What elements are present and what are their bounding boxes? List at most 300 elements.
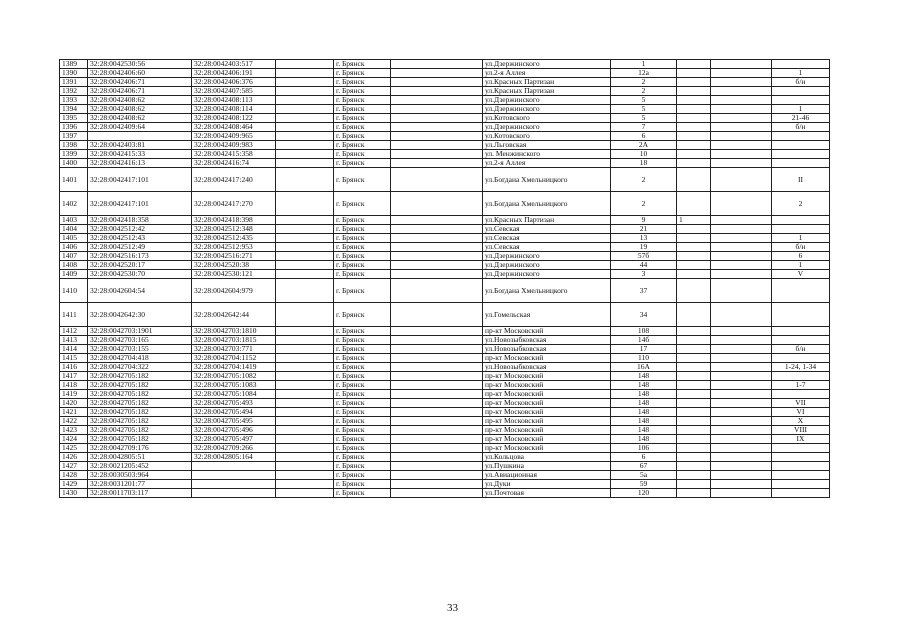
cell-blank-b bbox=[391, 489, 483, 498]
cell-building bbox=[677, 261, 711, 270]
cell-blank-c bbox=[711, 390, 772, 399]
cell-house: 5 bbox=[611, 96, 677, 105]
cell-parcel-cadastral: 32:28:0042418:358 bbox=[88, 216, 192, 225]
table-row bbox=[60, 408, 830, 417]
cell-house: 18 bbox=[611, 159, 677, 168]
cell-building bbox=[677, 327, 711, 336]
table-row bbox=[60, 336, 830, 345]
cell-parcel-cadastral: 32:28:0021205:452 bbox=[88, 462, 192, 471]
cell-blank-a bbox=[276, 150, 334, 159]
table-row bbox=[60, 78, 830, 87]
page-number: 33 bbox=[447, 602, 458, 614]
cell-blank-c bbox=[711, 123, 772, 132]
cell-object-cadastral: 32:28:0042409:983 bbox=[192, 141, 276, 150]
property-register-table bbox=[59, 59, 830, 498]
cell-street: ул.Богдана Хмельницкого bbox=[483, 192, 611, 216]
cell-blank-a bbox=[276, 372, 334, 381]
cell-city: г. Брянск bbox=[334, 132, 391, 141]
cell-street: ул.Льговская bbox=[483, 141, 611, 150]
cell-premises bbox=[772, 390, 830, 399]
table-row bbox=[60, 123, 830, 132]
table-row bbox=[60, 60, 830, 69]
cell-parcel-cadastral: 32:28:0042512:42 bbox=[88, 225, 192, 234]
cell-building bbox=[677, 69, 711, 78]
cell-house: 37 bbox=[611, 279, 677, 303]
cell-number: 1423 bbox=[60, 426, 88, 435]
cell-blank-a bbox=[276, 132, 334, 141]
table-row bbox=[60, 192, 830, 216]
cell-blank-b bbox=[391, 390, 483, 399]
cell-city: г. Брянск bbox=[334, 261, 391, 270]
cell-blank-b bbox=[391, 426, 483, 435]
cell-premises bbox=[772, 216, 830, 225]
cell-street: ул.Севская bbox=[483, 234, 611, 243]
cell-building bbox=[677, 453, 711, 462]
cell-street: ул.Красных Партизан bbox=[483, 216, 611, 225]
cell-building bbox=[677, 471, 711, 480]
cell-number: 1413 bbox=[60, 336, 88, 345]
register-sheet bbox=[59, 59, 829, 498]
cell-premises: 1-24, 1-34 bbox=[772, 363, 830, 372]
cell-street: ул.Котовского bbox=[483, 114, 611, 123]
cell-city: г. Брянск bbox=[334, 159, 391, 168]
cell-premises bbox=[772, 336, 830, 345]
cell-house: 67 bbox=[611, 462, 677, 471]
cell-city: г. Брянск bbox=[334, 417, 391, 426]
cell-object-cadastral: 32:28:0042703:771 bbox=[192, 345, 276, 354]
table-row bbox=[60, 480, 830, 489]
cell-street: ул.Новозыбковская bbox=[483, 363, 611, 372]
table-row bbox=[60, 462, 830, 471]
cell-blank-a bbox=[276, 363, 334, 372]
table-row bbox=[60, 216, 830, 225]
cell-blank-c bbox=[711, 132, 772, 141]
cell-city: г. Брянск bbox=[334, 381, 391, 390]
cell-building bbox=[677, 123, 711, 132]
cell-building bbox=[677, 225, 711, 234]
cell-object-cadastral bbox=[192, 462, 276, 471]
table-row bbox=[60, 354, 830, 363]
cell-parcel-cadastral: 32:28:0042408:62 bbox=[88, 114, 192, 123]
cell-number: 1416 bbox=[60, 363, 88, 372]
cell-building bbox=[677, 444, 711, 453]
cell-city: г. Брянск bbox=[334, 234, 391, 243]
cell-object-cadastral: 32:28:0042415:358 bbox=[192, 150, 276, 159]
cell-blank-c bbox=[711, 69, 772, 78]
cell-object-cadastral: 32:28:0042409:965 bbox=[192, 132, 276, 141]
cell-street: ул.Пушкина bbox=[483, 462, 611, 471]
cell-number: 1394 bbox=[60, 105, 88, 114]
cell-parcel-cadastral: 32:28:0042705:182 bbox=[88, 399, 192, 408]
cell-object-cadastral: 32:28:0042512:348 bbox=[192, 225, 276, 234]
cell-blank-c bbox=[711, 372, 772, 381]
cell-blank-c bbox=[711, 399, 772, 408]
cell-blank-a bbox=[276, 417, 334, 426]
cell-blank-c bbox=[711, 327, 772, 336]
cell-street: ул.Дзержинского bbox=[483, 123, 611, 132]
cell-blank-a bbox=[276, 480, 334, 489]
cell-parcel-cadastral: 32:28:0042406:71 bbox=[88, 78, 192, 87]
cell-number: 1400 bbox=[60, 159, 88, 168]
table-row bbox=[60, 417, 830, 426]
cell-premises: 1 bbox=[772, 105, 830, 114]
cell-blank-a bbox=[276, 216, 334, 225]
cell-premises bbox=[772, 60, 830, 69]
cell-number: 1408 bbox=[60, 261, 88, 270]
cell-blank-c bbox=[711, 489, 772, 498]
cell-blank-b bbox=[391, 87, 483, 96]
cell-city: г. Брянск bbox=[334, 270, 391, 279]
cell-city: г. Брянск bbox=[334, 150, 391, 159]
cell-blank-c bbox=[711, 270, 772, 279]
cell-blank-c bbox=[711, 234, 772, 243]
cell-blank-b bbox=[391, 462, 483, 471]
cell-object-cadastral: 32:28:0042704:1152 bbox=[192, 354, 276, 363]
cell-number: 1428 bbox=[60, 471, 88, 480]
cell-house: 9 bbox=[611, 216, 677, 225]
cell-street: пр-кт Московский bbox=[483, 408, 611, 417]
cell-premises: X bbox=[772, 417, 830, 426]
table-row bbox=[60, 141, 830, 150]
cell-blank-a bbox=[276, 345, 334, 354]
table-row bbox=[60, 132, 830, 141]
table-row bbox=[60, 270, 830, 279]
cell-blank-c bbox=[711, 87, 772, 96]
cell-blank-b bbox=[391, 261, 483, 270]
cell-object-cadastral: 32:28:0042703:1810 bbox=[192, 327, 276, 336]
cell-premises: б/н bbox=[772, 243, 830, 252]
cell-parcel-cadastral: 32:28:0042530:70 bbox=[88, 270, 192, 279]
cell-parcel-cadastral: 32:28:0042417:101 bbox=[88, 168, 192, 192]
cell-blank-a bbox=[276, 279, 334, 303]
cell-blank-a bbox=[276, 435, 334, 444]
cell-number: 1414 bbox=[60, 345, 88, 354]
cell-blank-b bbox=[391, 345, 483, 354]
cell-city: г. Брянск bbox=[334, 426, 391, 435]
cell-object-cadastral: 32:28:0042408:113 bbox=[192, 96, 276, 105]
cell-building bbox=[677, 336, 711, 345]
table-row bbox=[60, 444, 830, 453]
cell-building bbox=[677, 150, 711, 159]
cell-blank-c bbox=[711, 408, 772, 417]
cell-object-cadastral: 32:28:0042512:435 bbox=[192, 234, 276, 243]
cell-blank-b bbox=[391, 243, 483, 252]
cell-premises: VI bbox=[772, 408, 830, 417]
cell-blank-b bbox=[391, 141, 483, 150]
cell-blank-c bbox=[711, 453, 772, 462]
cell-number: 1419 bbox=[60, 390, 88, 399]
cell-number: 1429 bbox=[60, 480, 88, 489]
cell-street: пр-кт Московский bbox=[483, 354, 611, 363]
cell-blank-a bbox=[276, 327, 334, 336]
cell-number: 1397 bbox=[60, 132, 88, 141]
cell-house: 6 bbox=[611, 453, 677, 462]
cell-premises bbox=[772, 96, 830, 105]
cell-object-cadastral: 32:28:0042705:1084 bbox=[192, 390, 276, 399]
cell-house: 2 bbox=[611, 78, 677, 87]
cell-street: пр-кт Московский bbox=[483, 417, 611, 426]
cell-parcel-cadastral: 32:28:0042408:62 bbox=[88, 105, 192, 114]
cell-street: ул.2-я Аллея bbox=[483, 159, 611, 168]
cell-house: 3 bbox=[611, 270, 677, 279]
cell-street: ул.Гомельская bbox=[483, 303, 611, 327]
cell-city: г. Брянск bbox=[334, 399, 391, 408]
cell-house: 5 bbox=[611, 114, 677, 123]
cell-number: 1402 bbox=[60, 192, 88, 216]
cell-house: 120 bbox=[611, 489, 677, 498]
table-row bbox=[60, 453, 830, 462]
cell-city: г. Брянск bbox=[334, 114, 391, 123]
cell-street: пр-кт Московский bbox=[483, 399, 611, 408]
cell-object-cadastral: 32:28:0042705:1083 bbox=[192, 381, 276, 390]
table-row bbox=[60, 225, 830, 234]
table-row bbox=[60, 399, 830, 408]
cell-street: ул.Дзержинского bbox=[483, 96, 611, 105]
cell-blank-a bbox=[276, 159, 334, 168]
cell-number: 1420 bbox=[60, 399, 88, 408]
cell-blank-a bbox=[276, 390, 334, 399]
cell-parcel-cadastral: 32:28:0042705:182 bbox=[88, 381, 192, 390]
table-row bbox=[60, 390, 830, 399]
cell-premises: 1 bbox=[772, 234, 830, 243]
cell-premises: 6 bbox=[772, 252, 830, 261]
cell-blank-b bbox=[391, 69, 483, 78]
cell-blank-a bbox=[276, 69, 334, 78]
cell-premises: 2 bbox=[772, 192, 830, 216]
cell-street: ул.Дуки bbox=[483, 480, 611, 489]
cell-blank-c bbox=[711, 480, 772, 489]
cell-premises: 1 bbox=[772, 261, 830, 270]
cell-street: ул.Дзержинского bbox=[483, 60, 611, 69]
cell-city: г. Брянск bbox=[334, 303, 391, 327]
cell-premises: б/н bbox=[772, 123, 830, 132]
cell-street: ул. Менжинского bbox=[483, 150, 611, 159]
cell-building bbox=[677, 78, 711, 87]
cell-parcel-cadastral: 32:28:0042415:33 bbox=[88, 150, 192, 159]
cell-blank-a bbox=[276, 192, 334, 216]
cell-object-cadastral: 32:28:0042705:493 bbox=[192, 399, 276, 408]
cell-house: 148 bbox=[611, 435, 677, 444]
cell-blank-b bbox=[391, 216, 483, 225]
cell-street: ул.Новозыбковская bbox=[483, 345, 611, 354]
cell-house: 14б bbox=[611, 336, 677, 345]
cell-city: г. Брянск bbox=[334, 69, 391, 78]
cell-city: г. Брянск bbox=[334, 225, 391, 234]
cell-blank-c bbox=[711, 216, 772, 225]
table-row bbox=[60, 114, 830, 123]
cell-house: 19 bbox=[611, 243, 677, 252]
cell-blank-a bbox=[276, 225, 334, 234]
cell-blank-a bbox=[276, 336, 334, 345]
cell-house: 148 bbox=[611, 390, 677, 399]
cell-blank-a bbox=[276, 243, 334, 252]
table-row bbox=[60, 261, 830, 270]
cell-blank-a bbox=[276, 78, 334, 87]
cell-street: ул.Севская bbox=[483, 225, 611, 234]
cell-parcel-cadastral: 32:28:0042406:71 bbox=[88, 87, 192, 96]
cell-city: г. Брянск bbox=[334, 327, 391, 336]
cell-object-cadastral: 32:28:0042408:114 bbox=[192, 105, 276, 114]
cell-house: 57б bbox=[611, 252, 677, 261]
cell-object-cadastral: 32:28:0042705:1082 bbox=[192, 372, 276, 381]
cell-blank-c bbox=[711, 78, 772, 87]
cell-city: г. Брянск bbox=[334, 444, 391, 453]
cell-blank-c bbox=[711, 417, 772, 426]
cell-blank-c bbox=[711, 381, 772, 390]
cell-object-cadastral: 32:28:0042709:266 bbox=[192, 444, 276, 453]
cell-blank-b bbox=[391, 168, 483, 192]
cell-building bbox=[677, 408, 711, 417]
cell-parcel-cadastral: 32:28:0042406:60 bbox=[88, 69, 192, 78]
cell-premises: IX bbox=[772, 435, 830, 444]
cell-parcel-cadastral: 32:28:0042403:81 bbox=[88, 141, 192, 150]
cell-number: 1410 bbox=[60, 279, 88, 303]
cell-object-cadastral: 32:28:0042705:496 bbox=[192, 426, 276, 435]
cell-object-cadastral: 32:28:0042805:164 bbox=[192, 453, 276, 462]
cell-object-cadastral: 32:28:0042516:271 bbox=[192, 252, 276, 261]
cell-building bbox=[677, 234, 711, 243]
cell-blank-a bbox=[276, 168, 334, 192]
table-row bbox=[60, 471, 830, 480]
table-row bbox=[60, 159, 830, 168]
table-row bbox=[60, 252, 830, 261]
cell-parcel-cadastral: 32:28:0011703:117 bbox=[88, 489, 192, 498]
cell-blank-c bbox=[711, 141, 772, 150]
cell-parcel-cadastral: 32:28:0042417:101 bbox=[88, 192, 192, 216]
cell-blank-a bbox=[276, 123, 334, 132]
cell-blank-c bbox=[711, 435, 772, 444]
cell-city: г. Брянск bbox=[334, 216, 391, 225]
cell-building bbox=[677, 462, 711, 471]
cell-building bbox=[677, 60, 711, 69]
cell-blank-c bbox=[711, 336, 772, 345]
cell-city: г. Брянск bbox=[334, 168, 391, 192]
cell-city: г. Брянск bbox=[334, 489, 391, 498]
cell-object-cadastral: 32:28:0042512:953 bbox=[192, 243, 276, 252]
cell-city: г. Брянск bbox=[334, 279, 391, 303]
cell-blank-b bbox=[391, 303, 483, 327]
cell-blank-c bbox=[711, 96, 772, 105]
cell-number: 1412 bbox=[60, 327, 88, 336]
cell-street: ул.Дзержинского bbox=[483, 261, 611, 270]
cell-house: 44 bbox=[611, 261, 677, 270]
cell-building bbox=[677, 279, 711, 303]
cell-number: 1427 bbox=[60, 462, 88, 471]
cell-blank-a bbox=[276, 261, 334, 270]
cell-street: пр-кт Московский bbox=[483, 435, 611, 444]
cell-street: ул.Севская bbox=[483, 243, 611, 252]
cell-object-cadastral: 32:28:0042408:464 bbox=[192, 123, 276, 132]
cell-blank-a bbox=[276, 87, 334, 96]
cell-building bbox=[677, 303, 711, 327]
cell-object-cadastral: 32:28:0042408:122 bbox=[192, 114, 276, 123]
cell-object-cadastral: 32:28:0042417:240 bbox=[192, 168, 276, 192]
cell-parcel-cadastral: 32:28:0042408:62 bbox=[88, 96, 192, 105]
cell-street: ул.Дзержинского bbox=[483, 252, 611, 261]
cell-premises: V bbox=[772, 270, 830, 279]
cell-premises: 1-7 bbox=[772, 381, 830, 390]
table-row bbox=[60, 489, 830, 498]
cell-street: ул.Авиационная bbox=[483, 471, 611, 480]
cell-house: 21 bbox=[611, 225, 677, 234]
cell-blank-b bbox=[391, 225, 483, 234]
cell-house: 108 bbox=[611, 327, 677, 336]
cell-building bbox=[677, 87, 711, 96]
cell-number: 1424 bbox=[60, 435, 88, 444]
cell-street: ул.Дзержинского bbox=[483, 270, 611, 279]
cell-blank-b bbox=[391, 327, 483, 336]
table-row bbox=[60, 381, 830, 390]
cell-building bbox=[677, 114, 711, 123]
cell-blank-a bbox=[276, 105, 334, 114]
cell-house: 148 bbox=[611, 426, 677, 435]
cell-blank-a bbox=[276, 234, 334, 243]
cell-parcel-cadastral: 32:28:0042512:49 bbox=[88, 243, 192, 252]
cell-blank-b bbox=[391, 363, 483, 372]
cell-blank-b bbox=[391, 399, 483, 408]
cell-street: пр-кт Московский bbox=[483, 444, 611, 453]
cell-blank-a bbox=[276, 489, 334, 498]
cell-parcel-cadastral: 32:28:0042704:322 bbox=[88, 363, 192, 372]
cell-premises: 1 bbox=[772, 69, 830, 78]
cell-premises bbox=[772, 444, 830, 453]
cell-blank-c bbox=[711, 345, 772, 354]
cell-blank-b bbox=[391, 132, 483, 141]
cell-parcel-cadastral: 32:28:0042704:418 bbox=[88, 354, 192, 363]
cell-parcel-cadastral: 32:28:0042805:51 bbox=[88, 453, 192, 462]
cell-blank-b bbox=[391, 444, 483, 453]
cell-blank-b bbox=[391, 234, 483, 243]
cell-premises: 21-46 bbox=[772, 114, 830, 123]
cell-blank-c bbox=[711, 363, 772, 372]
table-row bbox=[60, 345, 830, 354]
cell-city: г. Брянск bbox=[334, 105, 391, 114]
cell-building bbox=[677, 435, 711, 444]
cell-premises bbox=[772, 132, 830, 141]
cell-blank-b bbox=[391, 123, 483, 132]
cell-blank-b bbox=[391, 435, 483, 444]
cell-parcel-cadastral: 32:28:0042604:54 bbox=[88, 279, 192, 303]
cell-city: г. Брянск bbox=[334, 192, 391, 216]
cell-object-cadastral: 32:28:0042704:1419 bbox=[192, 363, 276, 372]
cell-blank-c bbox=[711, 354, 772, 363]
cell-house: 7 bbox=[611, 123, 677, 132]
cell-premises bbox=[772, 141, 830, 150]
cell-city: г. Брянск bbox=[334, 363, 391, 372]
cell-street: пр-кт Московский bbox=[483, 372, 611, 381]
cell-parcel-cadastral: 32:28:0042709:176 bbox=[88, 444, 192, 453]
table-row bbox=[60, 372, 830, 381]
cell-street: ул.Кольцова bbox=[483, 453, 611, 462]
cell-building bbox=[677, 480, 711, 489]
cell-house: 2 bbox=[611, 87, 677, 96]
cell-number: 1395 bbox=[60, 114, 88, 123]
cell-object-cadastral: 32:28:0042604:979 bbox=[192, 279, 276, 303]
cell-blank-b bbox=[391, 96, 483, 105]
cell-premises bbox=[772, 279, 830, 303]
cell-city: г. Брянск bbox=[334, 252, 391, 261]
cell-house: 2 bbox=[611, 168, 677, 192]
cell-blank-a bbox=[276, 453, 334, 462]
cell-blank-b bbox=[391, 336, 483, 345]
cell-premises bbox=[772, 327, 830, 336]
cell-parcel-cadastral: 32:28:0042530:56 bbox=[88, 60, 192, 69]
cell-number: 1411 bbox=[60, 303, 88, 327]
table-row bbox=[60, 363, 830, 372]
cell-street: ул.Новозыбковская bbox=[483, 336, 611, 345]
cell-city: г. Брянск bbox=[334, 354, 391, 363]
cell-parcel-cadastral: 32:28:0042705:182 bbox=[88, 408, 192, 417]
